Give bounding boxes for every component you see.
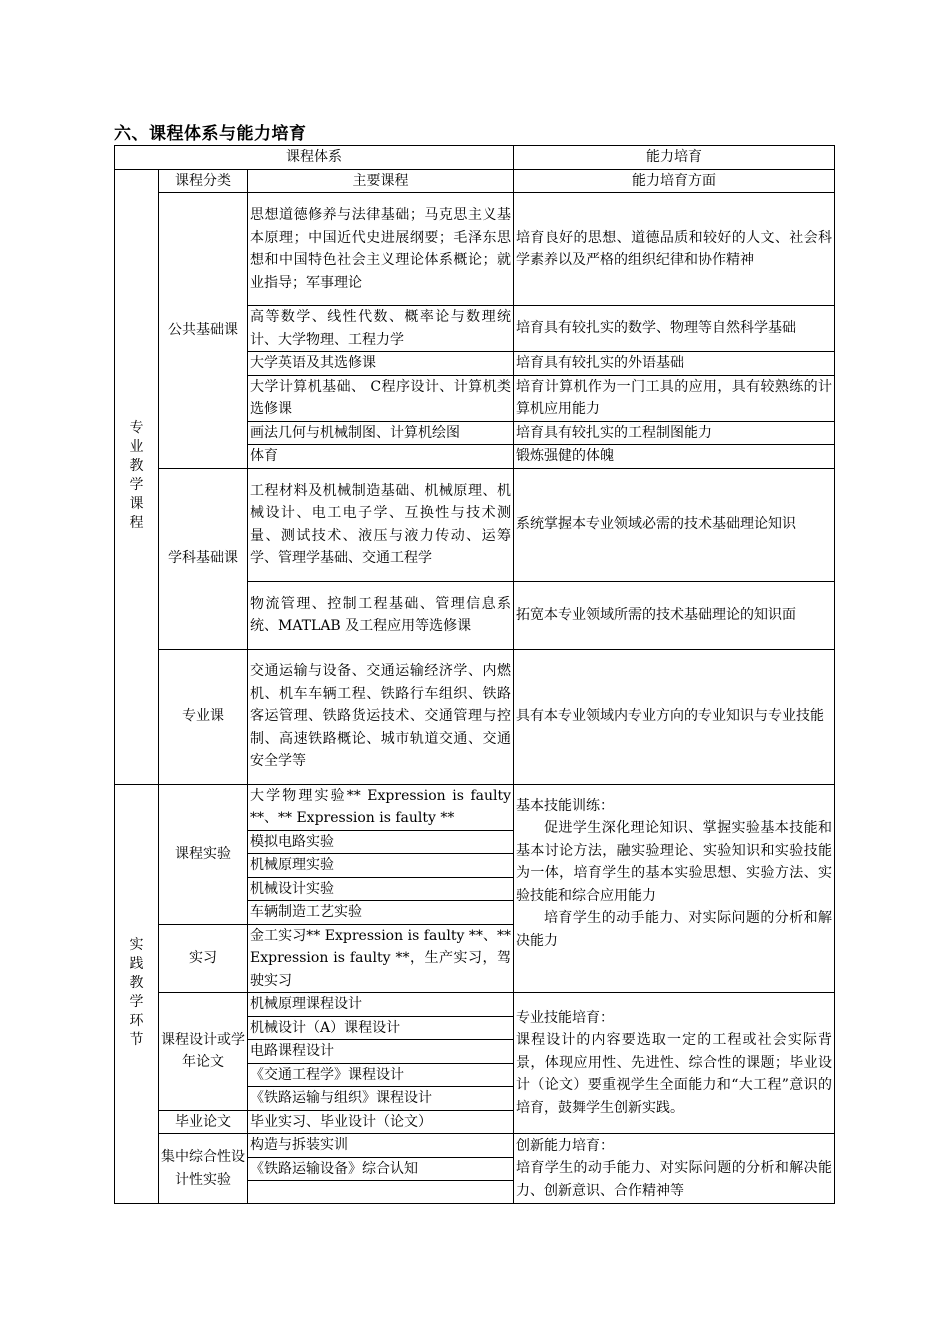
prof-skill-title: 专业技能培育： (516, 1009, 615, 1026)
innovation-title: 创新能力培育： (516, 1137, 615, 1154)
category-thesis: 毕业论文 (159, 1110, 248, 1134)
course-cell: 毕业实习、毕业设计（论文） (248, 1110, 514, 1134)
curriculum-table (114, 145, 835, 1204)
experiment-list (248, 785, 513, 924)
header-category: 课程分类 (159, 169, 248, 193)
list-item: 大学物理实验** Expression is faulty **、** Expression is faulty ** (248, 785, 513, 831)
list-item: 《铁路运输与组织》课程设计 (250, 1090, 432, 1106)
list-item: 电路课程设计 (248, 1040, 513, 1064)
category-internship: 实习 (159, 924, 248, 993)
design-list (248, 993, 513, 1110)
category-discipline-basic: 学科基础课 (159, 468, 248, 649)
course-cell: 高等数学、线性代数、概率论与数理统计、大学物理、工程力学 (248, 306, 514, 352)
list-item: 机械设计（A）课程设计 (248, 1016, 513, 1040)
ability-cell: 培育计算机作为一门工具的应用，具有较熟练的计算机应用能力 (514, 375, 835, 421)
ability-cell: 拓宽本专业领域所需的技术基础理论的知识面 (514, 581, 835, 649)
section-heading: 六、课程体系与能力培育 (114, 124, 307, 144)
course-cell: 画法几何与机械制图、计算机绘图 (248, 421, 514, 445)
ability-basic-skill (514, 784, 835, 993)
list-item: 《铁路运输设备》综合认知 (248, 1157, 513, 1181)
list-item: 构造与拆装实训 (248, 1134, 513, 1157)
category-specialty: 专业课 (159, 649, 248, 784)
ability-cell: 培育具有较扎实的数学、物理等自然科学基础 (514, 306, 835, 352)
category-course-experiment: 课程实验 (159, 784, 248, 924)
section-practice: 实践教学环节 (115, 784, 159, 1204)
course-cell: 大学英语及其选修课 (248, 352, 514, 376)
header-ability-aspect: 能力培育方面 (514, 169, 835, 193)
list-item: 机械原理实验 (248, 854, 513, 878)
integrated-list (248, 1134, 513, 1181)
list-item: 车辆制造工艺实验 (250, 904, 362, 920)
course-cell: 金工实习** Expression is faulty **、** Expression is faulty **，生产实习，驾驶实习 (248, 924, 514, 993)
list-item: 机械设计实验 (248, 877, 513, 901)
ability-cell: 培育具有较扎实的外语基础 (514, 352, 835, 376)
header-course-system: 课程体系 (115, 146, 514, 170)
list-item: 《交通工程学》课程设计 (248, 1063, 513, 1087)
ability-cell: 培育良好的思想、道德品质和较好的人文、社会科学素养以及严格的组织纪律和协作精神 (514, 193, 835, 306)
header-main-courses: 主要课程 (248, 169, 514, 193)
course-cell: 物流管理、控制工程基础、管理信息系统、MATLAB 及工程应用等选修课 (248, 581, 514, 649)
list-item: 模拟电路实验 (248, 830, 513, 854)
course-cell: 体育 (248, 445, 514, 469)
header-ability: 能力培育 (514, 146, 835, 170)
ability-prof-skill (514, 993, 835, 1134)
ability-cell: 系统掌握本专业领域必需的技术基础理论知识 (514, 468, 835, 581)
basic-skill-title: 基本技能训练： (516, 797, 615, 814)
category-course-design: 课程设计或学年论文 (159, 993, 248, 1111)
list-item: 机械原理课程设计 (248, 993, 513, 1016)
section-professional: 专业教学课程 (115, 169, 159, 784)
course-cell: 大学计算机基础、 C程序设计、计算机类选修课 (248, 375, 514, 421)
category-public-basic: 公共基础课 (159, 193, 248, 469)
course-cell: 思想道德修养与法律基础；马克思主义基本原理；中国近代史进展纲要；毛泽东思想和中国特色社会主义理论体系概论；就业指导；军事理论 (248, 193, 514, 306)
prof-skill-text: 课程设计的内容要选取一定的工程或社会实际背景，体现应用性、先进性、综合性的课题；毕业设计（论文）要重视学生全面能力和“大工程”意识的培育，鼓舞学生创新实践。 (516, 1032, 833, 1116)
basic-skill-p2: 培育学生的动手能力、对实际问题的分析和解决能力 (516, 910, 833, 949)
innovation-text: 培育学生的动手能力、对实际问题的分析和解决能力、创新意识、合作精神等 (516, 1160, 833, 1199)
ability-cell: 锻炼强健的体魄 (514, 445, 835, 469)
course-cell: 交通运输与设备、交通运输经济学、内燃机、机车车辆工程、铁路行车组织、铁路客运管理、铁路货运技术、交通管理与控制、高速铁路概论、城市轨道交通、交通安全学等 (248, 649, 514, 784)
course-cell: 工程材料及机械制造基础、机械原理、机械设计、电工电子学、互换性与技术测量、测试技术、液压与液力传动、运筹学、管理学基础、交通工程学 (248, 468, 514, 581)
basic-skill-p1: 促进学生深化理论知识、掌握实验基本技能和基本讨论方法，融实验理论、实验知识和实验技能为一体，培育学生的基本实验思想、实验方法、实验技能和综合应用能力 (516, 820, 833, 904)
ability-cell: 培育具有较扎实的工程制图能力 (514, 421, 835, 445)
ability-cell: 具有本专业领域内专业方向的专业知识与专业技能 (514, 649, 835, 784)
category-integrated-experiment: 集中综合性设计性实验 (159, 1134, 248, 1204)
ability-innovation (514, 1134, 835, 1204)
